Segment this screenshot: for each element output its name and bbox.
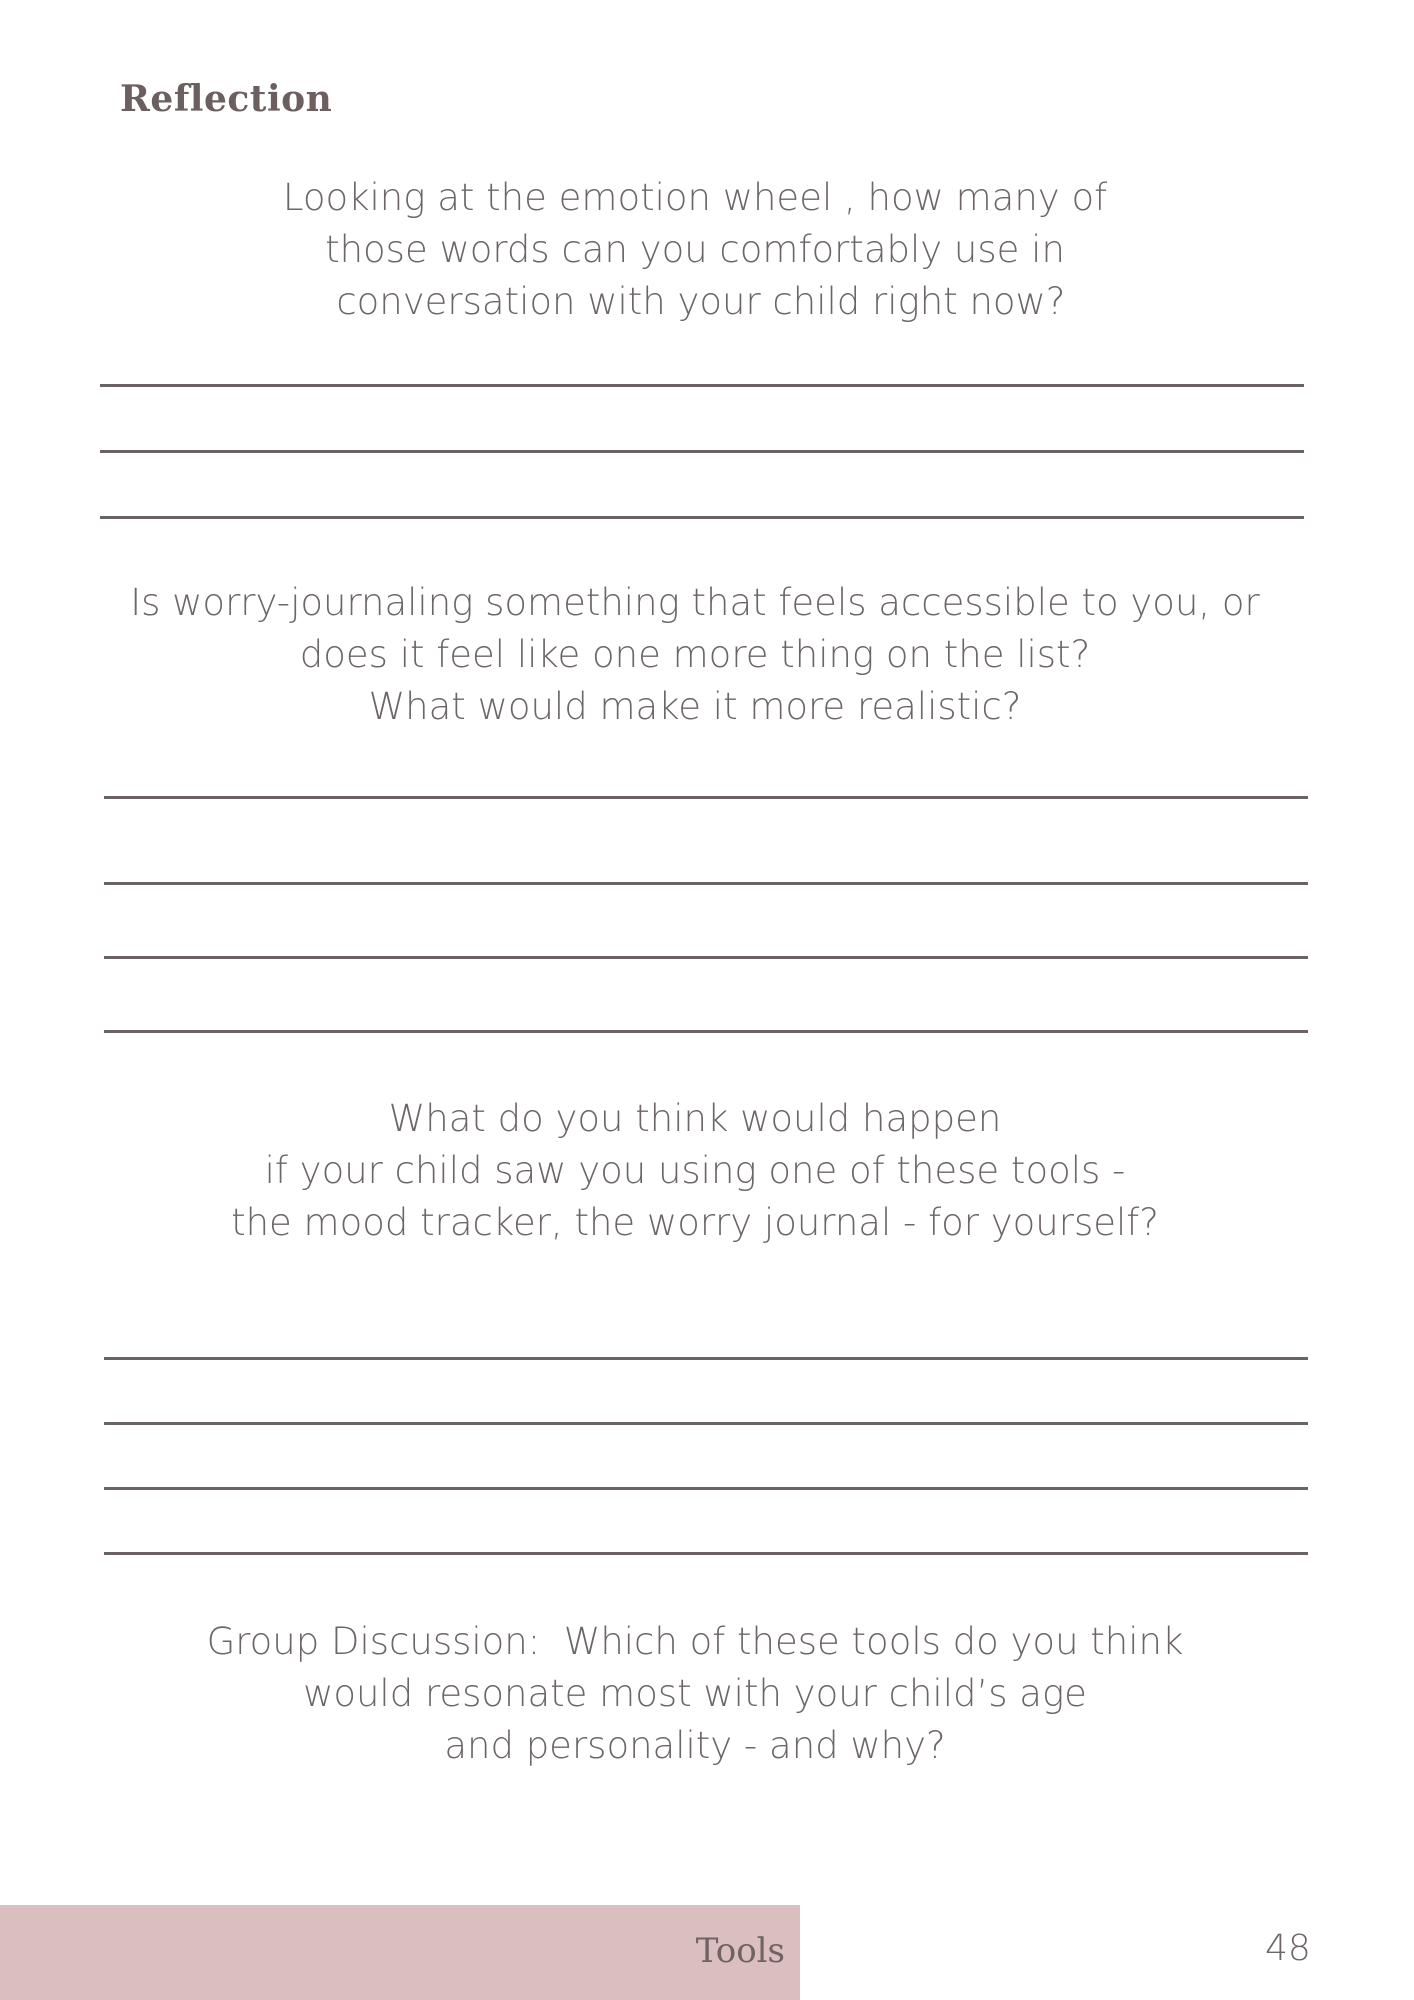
- page-heading: Reflection: [120, 78, 333, 120]
- answer-line-1-1[interactable]: [100, 384, 1304, 387]
- group-discussion-prompt: [0, 1616, 1390, 1772]
- question-2-line-3: What would make it more realistic?: [368, 685, 1022, 728]
- discussion-line-3: and personality - and why?: [444, 1724, 946, 1767]
- footer-section-label: Tools: [695, 1931, 785, 1971]
- reflection-question-3: [0, 1093, 1390, 1249]
- page-number: 48: [1265, 1928, 1311, 1969]
- discussion-line-2: would resonate most with your child’s age: [303, 1672, 1087, 1715]
- answer-line-2-2[interactable]: [104, 882, 1308, 885]
- answer-line-1-3[interactable]: [100, 516, 1304, 519]
- question-3-line-3: the mood tracker, the worry journal - for yourself?: [231, 1201, 1159, 1244]
- question-1-line-2: those words can you comfortably use in: [325, 228, 1065, 271]
- answer-line-2-4[interactable]: [104, 1030, 1308, 1033]
- question-2-line-1: Is worry-journaling something that feels accessible to you, or: [130, 581, 1260, 624]
- answer-line-1-2[interactable]: [100, 450, 1304, 453]
- answer-line-3-1[interactable]: [104, 1357, 1308, 1360]
- question-3-line-1: What do you think would happen: [388, 1097, 1002, 1140]
- discussion-line-1: Group Discussion: Which of these tools do you think: [206, 1620, 1184, 1663]
- question-3-line-2: if your child saw you using one of these tools -: [264, 1149, 1126, 1192]
- answer-line-3-4[interactable]: [104, 1552, 1308, 1555]
- answer-line-3-3[interactable]: [104, 1487, 1308, 1490]
- question-1-line-1: Looking at the emotion wheel , how many of: [282, 176, 1108, 219]
- question-1-line-3: conversation with your child right now?: [324, 280, 1066, 323]
- answer-line-3-2[interactable]: [104, 1422, 1308, 1425]
- question-2-line-2: does it feel like one more thing on the list?: [299, 633, 1091, 676]
- answer-line-2-3[interactable]: [104, 956, 1308, 959]
- reflection-question-2: [0, 577, 1390, 733]
- answer-line-2-1[interactable]: [104, 796, 1308, 799]
- reflection-question-1: [0, 172, 1390, 328]
- footer-section-band: [0, 1905, 800, 2000]
